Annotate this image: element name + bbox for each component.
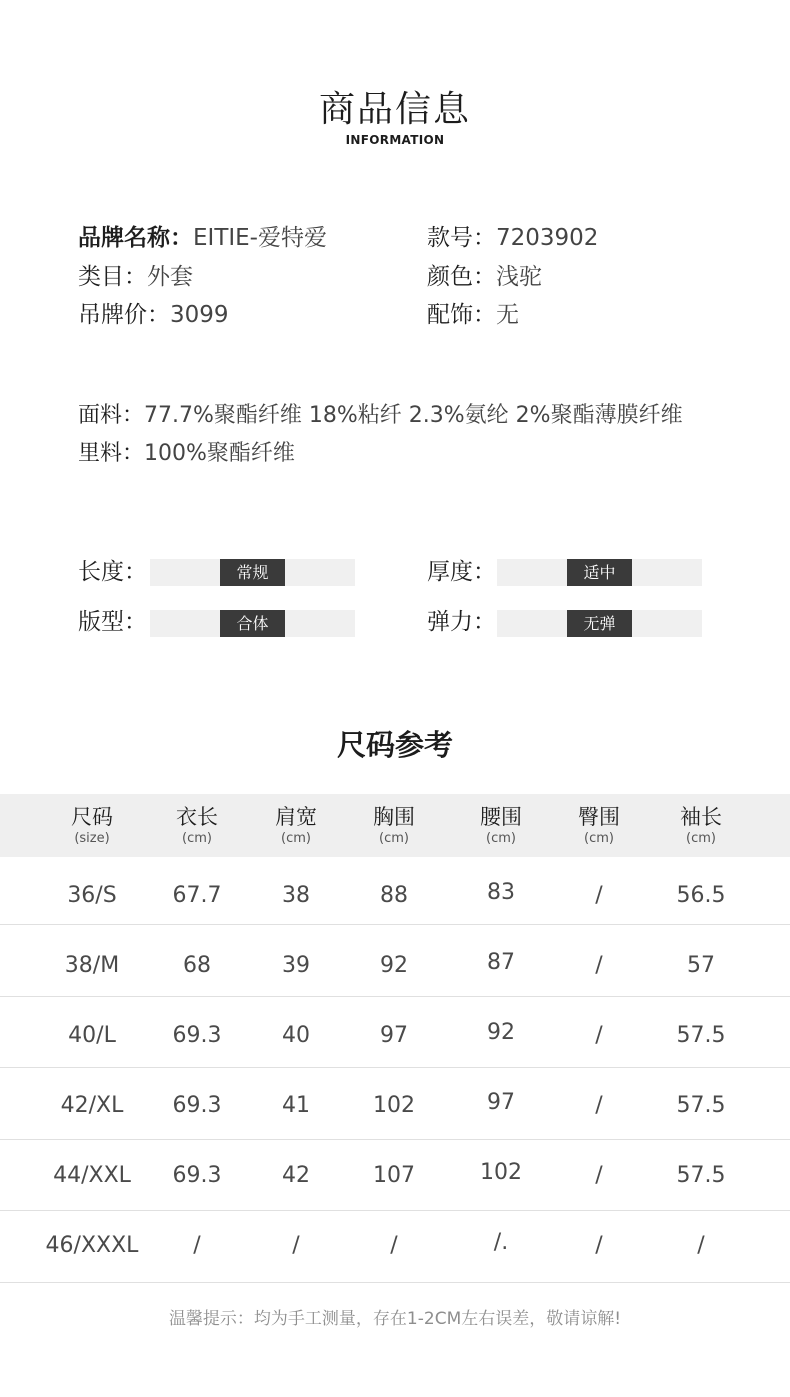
column-header-name: 胸围 — [373, 805, 415, 829]
color-row — [427, 262, 542, 292]
column-header — [544, 803, 654, 847]
table-cell: / — [595, 1093, 603, 1118]
table-cell: / — [595, 1023, 603, 1048]
accessory-value: 无 — [496, 302, 519, 328]
length-scale — [150, 559, 355, 586]
column-header-unit: (cm) — [686, 831, 716, 846]
lining-label: 里料： — [78, 441, 145, 466]
column-header — [446, 803, 556, 847]
column-header — [142, 803, 252, 847]
table-cell: 41 — [282, 1093, 310, 1118]
table-cell: 40 — [282, 1023, 310, 1048]
table-cell: 69.3 — [172, 1023, 222, 1048]
table-cell: 102 — [373, 1093, 415, 1118]
table-cell: 38 — [282, 883, 310, 908]
table-cell: 107 — [373, 1163, 415, 1188]
table-cell: / — [595, 1233, 603, 1258]
column-header — [646, 803, 756, 847]
row-divider — [0, 1139, 790, 1140]
elasticity-value-chip: 无弹 — [567, 610, 632, 637]
table-cell: / — [292, 1233, 300, 1258]
table-cell: 36/S — [67, 883, 117, 908]
table-cell: / — [193, 1233, 201, 1258]
table-cell: / — [390, 1233, 398, 1258]
fit-label: 版型： — [78, 609, 147, 635]
column-header-unit: (cm) — [379, 831, 409, 846]
column-header-name: 衣长 — [176, 805, 218, 829]
table-cell: / — [595, 953, 603, 978]
column-header-unit: (size) — [74, 831, 110, 846]
table-cell: 57.5 — [676, 1093, 726, 1118]
table-cell: 87 — [487, 950, 515, 975]
brand-value: EITIE-爱特爱 — [193, 225, 327, 251]
style-no-label: 款号： — [427, 225, 496, 251]
column-header-name: 臀围 — [578, 805, 620, 829]
page-subtitle: INFORMATION — [345, 133, 445, 147]
column-header — [339, 803, 449, 847]
table-cell: 40/L — [68, 1023, 116, 1048]
brand-row — [78, 223, 327, 253]
accessory-label: 配饰： — [427, 302, 496, 328]
table-cell: 68 — [183, 953, 211, 978]
price-label: 吊牌价： — [78, 302, 170, 328]
category-label: 类目： — [78, 264, 147, 290]
table-cell: 92 — [380, 953, 408, 978]
table-cell: 57 — [687, 953, 715, 978]
table-cell: / — [595, 883, 603, 908]
table-cell: 56.5 — [676, 883, 726, 908]
row-divider — [0, 1067, 790, 1068]
row-divider — [0, 1282, 790, 1283]
lining-value: 100%聚酯纤维 — [144, 441, 295, 466]
size-table-title: 尺码参考 — [336, 728, 453, 762]
length-label: 长度： — [78, 559, 147, 585]
table-cell: 39 — [282, 953, 310, 978]
table-cell: 69.3 — [172, 1093, 222, 1118]
page-title: 商品信息 — [318, 89, 471, 130]
style-no-value: 7203902 — [496, 225, 599, 251]
column-header-name: 腰围 — [480, 805, 522, 829]
column-header-name: 袖长 — [680, 805, 722, 829]
table-cell: 42 — [282, 1163, 310, 1188]
table-cell: 44/XXL — [53, 1163, 131, 1188]
style-no-row — [427, 223, 598, 253]
fabric-row — [78, 401, 683, 431]
price-value: 3099 — [170, 302, 229, 328]
thickness-scale — [497, 559, 702, 586]
table-cell: / — [697, 1233, 705, 1258]
table-cell: 102 — [480, 1160, 522, 1185]
thickness-value-chip: 适中 — [567, 559, 632, 586]
brand-label: 品牌名称： — [78, 225, 193, 251]
color-label: 颜色： — [427, 264, 496, 290]
lining-row — [78, 439, 295, 469]
row-divider — [0, 924, 790, 925]
column-header-unit: (cm) — [281, 831, 311, 846]
column-header — [241, 803, 351, 847]
table-cell: /. — [493, 1230, 509, 1255]
price-row — [78, 300, 229, 330]
elasticity-scale — [497, 610, 702, 637]
table-cell: 42/XL — [60, 1093, 124, 1118]
column-header-unit: (cm) — [182, 831, 212, 846]
measurement-note: 温馨提示：均为手工测量，存在1-2CM左右误差，敬请谅解! — [168, 1309, 622, 1329]
table-cell: 88 — [380, 883, 408, 908]
fabric-label: 面料： — [78, 403, 145, 428]
elasticity-label: 弹力： — [427, 609, 496, 635]
table-cell: 83 — [487, 880, 515, 905]
table-cell: 92 — [487, 1020, 515, 1045]
fit-value-chip: 合体 — [220, 610, 285, 637]
category-row — [78, 262, 193, 292]
table-cell: 69.3 — [172, 1163, 222, 1188]
table-cell: 57.5 — [676, 1163, 726, 1188]
table-cell: / — [595, 1163, 603, 1188]
table-cell: 57.5 — [676, 1023, 726, 1048]
table-cell: 38/M — [64, 953, 120, 978]
thickness-label: 厚度： — [427, 559, 496, 585]
column-header-name: 尺码 — [71, 805, 113, 829]
column-header-name: 肩宽 — [275, 805, 317, 829]
accessory-row — [427, 300, 519, 330]
column-header-unit: (cm) — [486, 831, 516, 846]
fit-scale — [150, 610, 355, 637]
fabric-value: 77.7%聚酯纤维 18%粘纤 2.3%氨纶 2%聚酯薄膜纤维 — [144, 403, 683, 428]
length-value-chip: 常规 — [220, 559, 285, 586]
color-value: 浅驼 — [496, 264, 542, 290]
table-cell: 97 — [380, 1023, 408, 1048]
column-header-unit: (cm) — [584, 831, 614, 846]
row-divider — [0, 996, 790, 997]
category-value: 外套 — [147, 264, 193, 290]
table-cell: 67.7 — [172, 883, 222, 908]
table-cell: 46/XXXL — [45, 1233, 139, 1258]
column-header — [37, 803, 147, 847]
table-cell: 97 — [487, 1090, 515, 1115]
row-divider — [0, 1210, 790, 1211]
